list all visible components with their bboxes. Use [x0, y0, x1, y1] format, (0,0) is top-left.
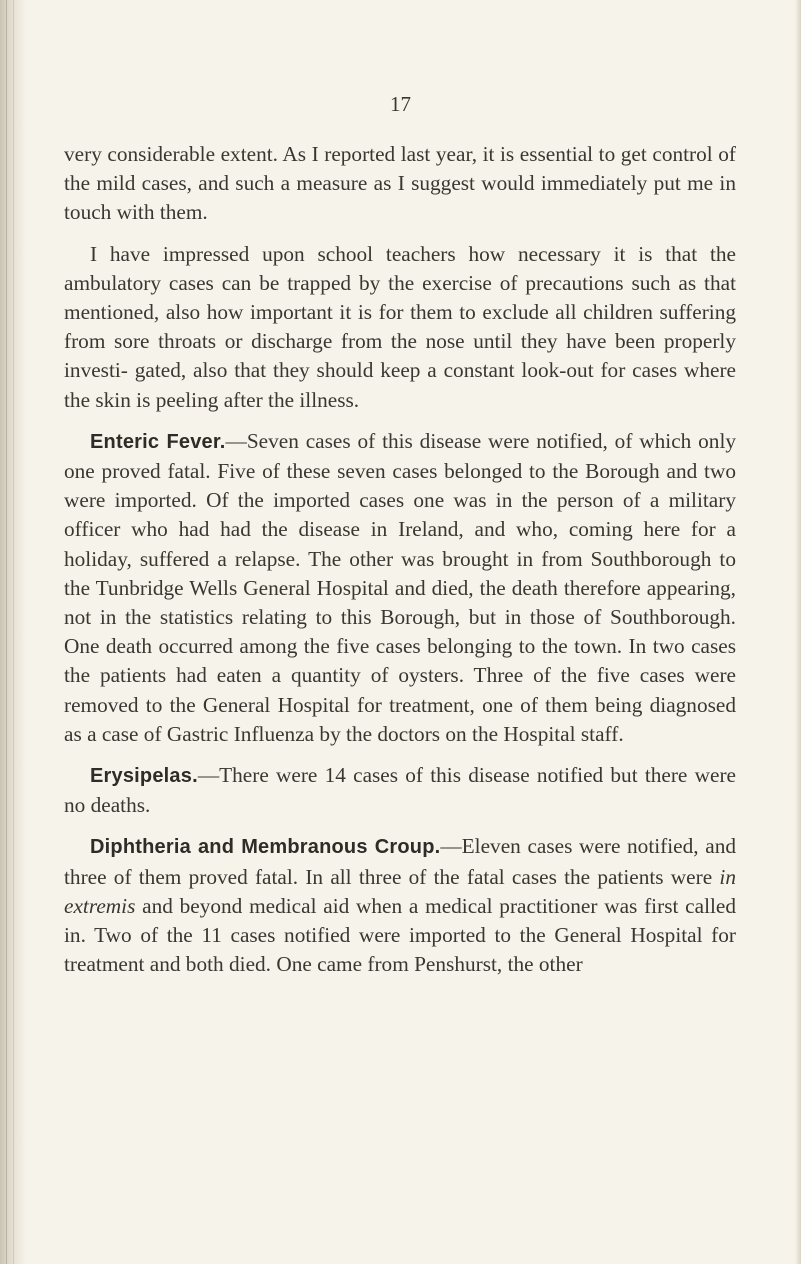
page-binding-edge — [0, 0, 26, 1264]
italic-phrase: in extremis — [64, 864, 736, 918]
section-heading: Enteric Fever. — [90, 430, 226, 453]
section-heading: Erysipelas. — [90, 765, 198, 788]
document-body — [64, 140, 736, 991]
paragraph-continuation — [64, 140, 736, 228]
section-erysipelas — [64, 761, 736, 820]
paragraph-text: and beyond medical aid when a medical practitioner was first called in. Two of the 11 cases notified were imported to the General Hospital for treatment and both died. One came from Penshurst, the other — [64, 893, 736, 977]
paragraph-text: —There were 14 cases of this disease notified but there were no deaths. — [64, 763, 736, 818]
page-right-edge — [795, 0, 801, 1264]
paragraph-text: —Seven cases of this disease were notified, of which only one proved fatal. Five of these seven cases belonged to the Borough and two were imported. Of the imported cases one was in the person of a military officer who had had the disease in Ireland, and who, coming here for a holiday, suffered a relapse. The other was brought in from Southborough to the Tunbridge Wells General Hospital and died, the death therefore appearing, not in the statistics relating to this Borough, but in those of Southborough. One death occurred among the five cases belonging to the town. In two cases the patients had eaten a quantity of oysters. Three of the five cases were removed to the General Hospital for treatment, one of them being diagnosed as a case of Gastric Influenza by the doctors on the Hospital staff. — [64, 428, 737, 746]
page-number: 17 — [390, 92, 411, 116]
section-diphtheria — [64, 832, 736, 979]
paragraph-text: very considerable extent. As I reported last year, it is essential to get control of the mild cases, and such a measure as I suggest would immediately put me in touch with them. — [64, 142, 736, 225]
section-heading: Diphtheria and Membranous Croup. — [90, 836, 441, 859]
paragraph-text: —Eleven cases were notified, and three of them proved fatal. In all three of the fatal cases the patients were — [64, 834, 736, 889]
paragraph-text: I have impressed upon school teachers how necessary it is that the ambulatory cases can be trapped by the exercise of precautions such as that mentioned, also how important it is for them to exclude all children suffering from sore throats or discharge from the nose until they have been properly investi- gated, also that they should keep a constant look-out for cases where the skin is peeling after the illness. — [64, 241, 736, 412]
paragraph-school-teachers — [64, 240, 736, 415]
section-enteric-fever — [64, 427, 736, 749]
